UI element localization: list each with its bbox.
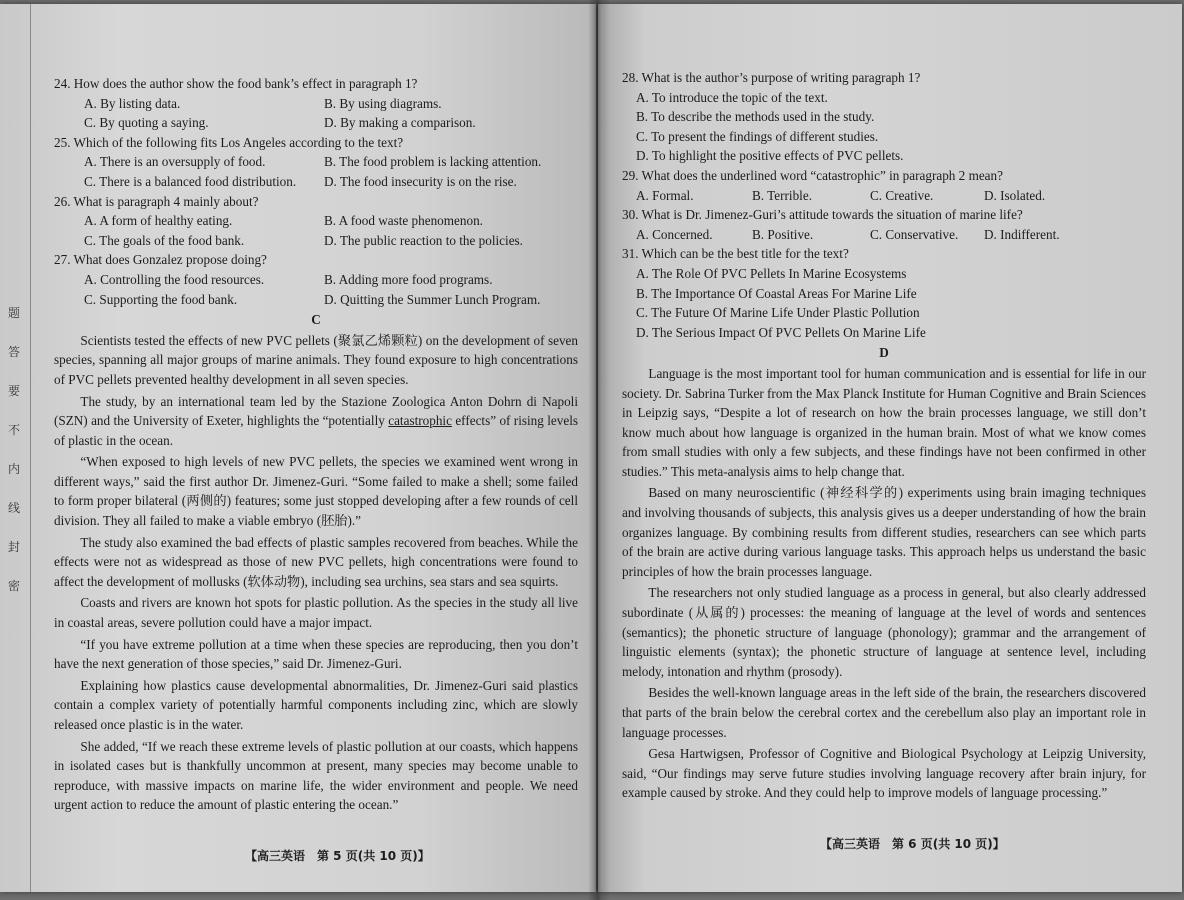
paragraph: Scientists tested the effects of new PVC pellets (聚氯乙烯颗粒) on the development of seven species, spanning all major groups of marine animals. They found exposure to high concentrations of PVC pellets prevented healthy development in all seven species. — [54, 332, 578, 387]
option-a: A. A form of healthy eating. — [84, 213, 233, 229]
paragraph: Coasts and rivers are known hot spots for plastic pollution. As the species in the study all live in coastal areas, severe pollution could have a major impact. — [54, 595, 578, 631]
option-b: B. A food waste phenomenon. — [324, 213, 483, 229]
section-heading-d: D — [879, 345, 889, 361]
option-b: B. Terrible. — [752, 187, 812, 203]
section-heading-c: C — [311, 312, 321, 328]
option-b: B. The Importance Of Coastal Areas For Marine Life — [636, 285, 917, 301]
paragraph: Language is the most important tool for human communication and is essential for life in our society. Dr. Sabrina Turker from the Max Planck Institute for Human Cognitive and Brain Sciences in Leipzig says, “Despite a lot of research on how the brain processes language, we still don’t know much about how language is organized in the human brain. Most of what we know comes from small studies with only a few subjects, and these findings have not been confirmed in other studies.” This meta-analysis aims to help change that. — [622, 365, 1146, 479]
passage-d — [622, 364, 1146, 803]
margin-char: 不 — [7, 423, 20, 437]
stem-part: 29. What does the underlined word “ — [622, 167, 817, 183]
margin-char: 内 — [7, 462, 20, 476]
question-25 — [54, 133, 578, 192]
option-c: C. The goals of the food bank. — [84, 232, 245, 248]
question-stem: 27. What does Gonzalez propose doing? — [54, 252, 267, 268]
option-b: B. Positive. — [752, 226, 814, 242]
right-page — [598, 4, 1182, 892]
paragraph: Based on many neuroscientific (神经科学的) experiments using brain imaging techniques and involving thousands of subjects, this analysis gives us a deeper understanding of how the brain organizes language. By combining results from different studies, researchers can see which parts of the brain are active during various language tasks. This approach helps us understand the basic principles of how the brain processes language. — [622, 485, 1146, 579]
margin-char: 题 — [7, 306, 20, 320]
question-30 — [622, 205, 1146, 244]
page-footer: 【高三英语 第 6 页(共 10 页)】 — [820, 837, 1005, 851]
paragraph: “When exposed to high levels of new PVC pellets, the species we examined went wrong in different ways,” said the first author Dr. Jimenez-Guri. “Some failed to make a shell; some failed to form proper bilateral (两侧的) features; some just stopped developing after a few rounds of cell division. They all failed to make a viable embryo (胚胎).” — [54, 454, 578, 529]
margin-char: 密 — [7, 579, 20, 593]
paragraph: The study also examined the bad effects of plastic samples recovered from beaches. While the effects were not as widespread as those of new PVC pellets, high concentrations were found to affect the development of mollusks (软体动物), including sea urchins, sea stars and sea squirts. — [54, 534, 578, 589]
option-b: B. To describe the methods used in the study. — [636, 109, 875, 125]
option-a: A. By listing data. — [84, 95, 181, 111]
option-d: D. The food insecurity is on the rise. — [324, 173, 517, 189]
margin-char: 要 — [7, 384, 20, 398]
option-c: C. The Future Of Marine Life Under Plastic Pollution — [636, 305, 920, 321]
question-28 — [622, 68, 1146, 166]
option-c: C. There is a balanced food distribution. — [84, 173, 297, 189]
page-footer: 【高三英语 第 5 页(共 10 页)】 — [245, 849, 430, 863]
option-c: C. Supporting the food bank. — [84, 291, 238, 307]
question-stem — [622, 166, 1146, 186]
paragraph-with-underline: The study, by an international team led by the Stazione Zoologica Anton Dohrn di Napoli (SZN) and the University of Exeter, highlights the “potentially catastrophic effects” of rising levels of plastic in the ocean. — [54, 393, 578, 448]
left-page-content — [54, 74, 578, 815]
question-27 — [54, 250, 578, 309]
option-d: D. The public reaction to the policies. — [324, 232, 523, 248]
option-d: D. Isolated. — [984, 187, 1046, 203]
option-d: D. Quitting the Summer Lunch Program. — [324, 291, 541, 307]
option-d: D. By making a comparison. — [324, 115, 476, 131]
question-29 — [622, 166, 1146, 205]
passage-c — [54, 331, 578, 815]
question-stem: 25. Which of the following fits Los Angeles according to the text? — [54, 134, 404, 150]
question-stem: 31. Which can be the best title for the text? — [622, 246, 849, 262]
margin-char: 线 — [7, 501, 20, 515]
option-b: B. The food problem is lacking attention. — [324, 154, 542, 170]
option-a: A. Controlling the food resources. — [84, 271, 265, 287]
margin-char: 封 — [7, 540, 20, 554]
question-24 — [54, 74, 578, 133]
option-d: D. The Serious Impact Of PVC Pellets On Marine Life — [636, 324, 926, 340]
question-stem: 30. What is Dr. Jimenez-Guri’s attitude towards the situation of marine life? — [622, 207, 1023, 223]
underlined-word: catastrophic — [388, 413, 452, 429]
option-c: C. To present the findings of different studies. — [636, 128, 879, 144]
paragraph: Besides the well-known language areas in the left side of the brain, the researchers discovered that parts of the brain below the cerebral cortex and the cerebellum also play an important role in language processes. — [622, 685, 1146, 740]
paragraph: She added, “If we reach these extreme levels of plastic pollution at our coasts, which happens in isolated cases but is thankfully uncommon at present, many species may become unable to reproduce, with massive impacts on marine life, the wider environment and people. We need urgent action to reduce the amount of plastic entering the ocean.” — [54, 738, 578, 813]
left-page — [0, 4, 596, 892]
option-d: D. Indifferent. — [984, 226, 1060, 242]
option-a: A. There is an oversupply of food. — [84, 154, 266, 170]
option-c: C. Conservative. — [870, 226, 959, 242]
question-stem: 28. What is the author’s purpose of writing paragraph 1? — [622, 70, 921, 85]
margin-char: 答 — [7, 345, 20, 359]
binding-margin — [0, 4, 31, 892]
option-c: C. By quoting a saying. — [84, 115, 209, 131]
stem-keyword: catastrophic — [816, 167, 880, 183]
stem-part: ” in paragraph 2 mean? — [879, 167, 1003, 183]
binding-margin-text — [5, 294, 23, 606]
option-b: B. Adding more food programs. — [324, 271, 493, 287]
question-stem: 26. What is paragraph 4 mainly about? — [54, 193, 259, 209]
paragraph: The researchers not only studied language as a process in general, but also clearly addressed subordinate (从属的) processes: the meaning of language at the level of words and sentences (semantics); the phonetic structure of language (phonology); grammar and the arrangement of linguistic elements (syntax); the phonetic structure of language at sentence level, including melody, intonation and rhythm (prosody). — [622, 585, 1146, 679]
option-c: C. Creative. — [870, 187, 934, 203]
right-page-content — [622, 68, 1146, 803]
question-26 — [54, 192, 578, 251]
paragraph: Gesa Hartwigsen, Professor of Cognitive and Biological Psychology at Leipzig University, said, “Our findings may serve future studies involving language recovery after brain injury, for example caused by stroke. And they could help to improve models of language processing.” — [622, 746, 1146, 801]
paragraph: “If you have extreme pollution at a time when these species are reproducing, then you don’t have the next generation of those species,” said Dr. Jimenez-Guri. — [54, 636, 578, 672]
option-b: B. By using diagrams. — [324, 95, 442, 111]
option-a: A. Concerned. — [636, 226, 713, 242]
question-stem: 24. How does the author show the food bank’s effect in paragraph 1? — [54, 76, 418, 91]
option-a: A. To introduce the topic of the text. — [636, 89, 828, 105]
option-d: D. To highlight the positive effects of PVC pellets. — [636, 148, 904, 164]
option-a: A. Formal. — [636, 187, 694, 203]
center-fold-shadow — [588, 0, 610, 900]
paragraph: Explaining how plastics cause developmental abnormalities, Dr. Jimenez-Guri said plastics contain a complex variety of potentially harmful components including zinc, which are slowly released once plastic is in the water. — [54, 677, 578, 732]
option-a: A. The Role Of PVC Pellets In Marine Ecosystems — [636, 265, 907, 281]
question-31 — [622, 244, 1146, 342]
